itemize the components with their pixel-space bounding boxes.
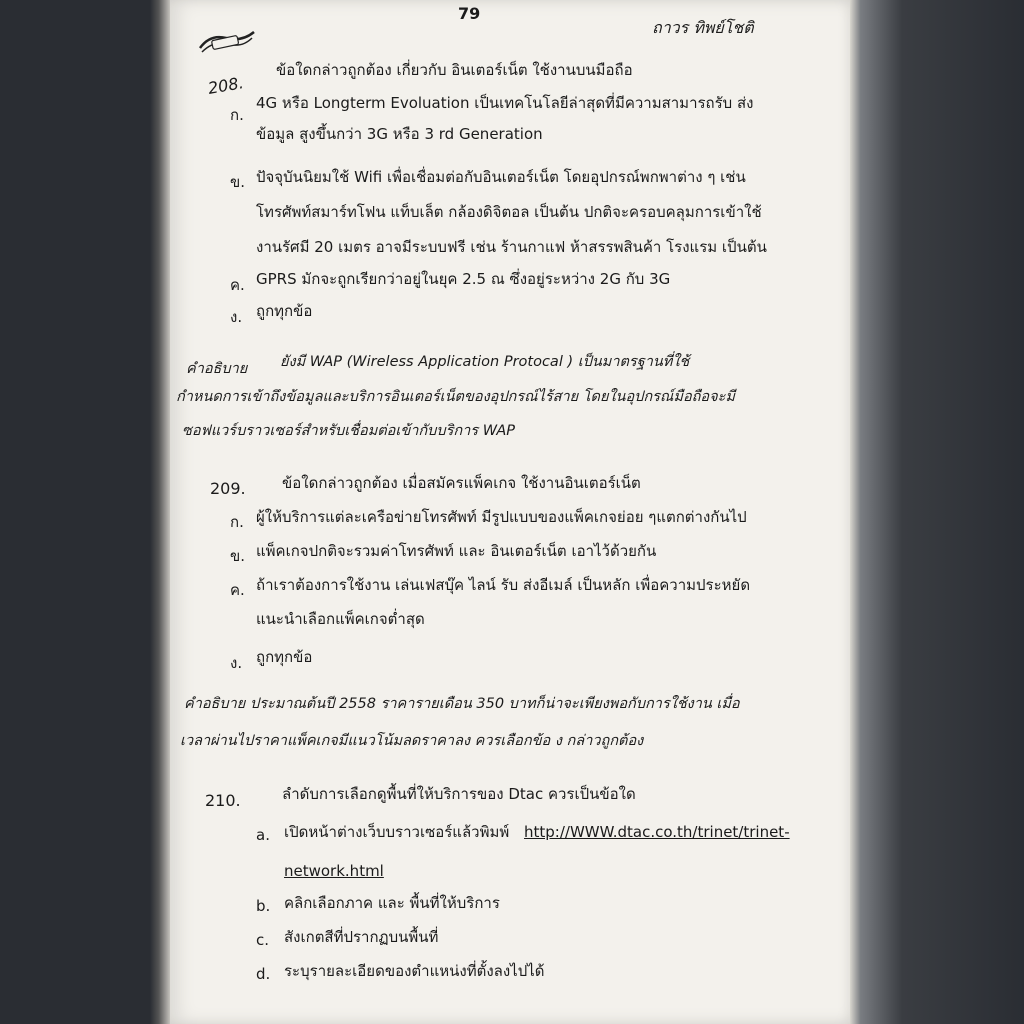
option-text: ถูกทุกข้อ xyxy=(256,302,313,320)
option-text: แพ็คเกจปกติจะรวมค่าโทรศัพท์ และ อินเตอร์เน็ต เอาไว้ด้วยกัน xyxy=(256,542,657,560)
option-marker: ข. xyxy=(230,547,246,565)
option-text: ถ้าเราต้องการใช้งาน เล่นเฟสบุ๊ค ไลน์ รับ ส่งอีเมล์ เป็นหลัก เพื่อความประหยัด xyxy=(256,576,751,594)
question-number: 210. xyxy=(205,791,241,810)
dtac-url-link[interactable]: http://WWW.dtac.co.th/trinet/trinet- xyxy=(524,823,790,841)
option-text: เปิดหน้าต่างเว็บบราวเซอร์แล้วพิมพ์ xyxy=(284,823,510,841)
explanation-label: คำอธิบาย xyxy=(186,361,248,377)
option-marker: a. xyxy=(256,826,270,844)
page-right-background xyxy=(850,0,1024,1024)
question-text: ข้อใดกล่าวถูกต้อง เมื่อสมัครแพ็คเกจ ใช้งานอินเตอร์เน็ต xyxy=(282,474,641,492)
question-number: 208. xyxy=(206,73,245,98)
page-left-shadow xyxy=(150,0,172,1024)
explanation-text: ยังมี WAP (Wireless Application Protocal ) เป็นมาตรฐานที่ใช้ xyxy=(280,354,690,370)
option-marker: ค. xyxy=(230,581,245,599)
option-marker: ข. xyxy=(230,173,246,191)
explanation-text: ประมาณต้นปี 2558 ราคารายเดือน 350 บาทก็น่าจะเพียงพอกับการใช้งาน เมื่อ xyxy=(250,696,740,712)
option-marker: ง. xyxy=(230,654,243,672)
publisher-logo-icon xyxy=(196,28,258,58)
option-text: สังเกตสีที่ปรากฏบนพื้นที่ xyxy=(284,928,439,946)
option-text: คลิกเลือกภาค และ พื้นที่ให้บริการ xyxy=(284,894,500,912)
option-text: ข้อมูล สูงขึ้นกว่า 3G หรือ 3 rd Generation xyxy=(256,125,543,143)
option-text: แนะนำเลือกแพ็คเกจต่ำสุด xyxy=(256,610,425,628)
option-text: ระบุรายละเอียดของตำแหน่งที่ตั้งลงไปได้ xyxy=(284,962,545,980)
option-text: ผู้ให้บริการแต่ละเครือข่ายโทรศัพท์ มีรูปแบบของแพ็คเกจย่อย ๆแตกต่างกันไป xyxy=(256,508,747,526)
page-number: 79 xyxy=(458,4,481,23)
option-text: งานรัศมี 20 เมตร อาจมีระบบฟรี เช่น ร้านกาแฟ ห้าสรรพสินค้า โรงแรม เป็นต้น xyxy=(256,238,767,256)
option-text: ถูกทุกข้อ xyxy=(256,648,313,666)
option-marker: b. xyxy=(256,897,271,915)
question-number: 209. xyxy=(210,479,246,498)
explanation-text: ซอฟแวร์บราวเซอร์สำหรับเชื่อมต่อเข้ากับบริการ WAP xyxy=(182,423,515,439)
author-name: ถาวร ทิพย์โชติ xyxy=(652,18,754,37)
question-text: ลำดับการเลือกดูพื้นที่ให้บริการของ Dtac ควรเป็นข้อใด xyxy=(282,785,636,803)
option-text: GPRS มักจะถูกเรียกว่าอยู่ในยุค 2.5 ณ ซึ่งอยู่ระหว่าง 2G กับ 3G xyxy=(256,270,671,288)
explanation-label: คำอธิบาย xyxy=(184,696,246,712)
explanation-text: เวลาผ่านไปราคาแพ็คเกจมีแนวโน้มลดราคาลง ควรเลือกข้อ ง กล่าวถูกต้อง xyxy=(180,733,644,749)
option-text: ปัจจุบันนิยมใช้ Wifi เพื่อเชื่อมต่อกับอินเตอร์เน็ต โดยอุปกรณ์พกพาต่าง ๆ เช่น xyxy=(256,168,746,186)
option-marker: ง. xyxy=(230,308,243,326)
option-text: 4G หรือ Longterm Evoluation เป็นเทคโนโลยีล่าสุดที่มีความสามารถรับ ส่ง xyxy=(256,94,754,112)
option-marker: ก. xyxy=(230,513,244,531)
dtac-url-link-continued[interactable]: network.html xyxy=(284,862,384,880)
option-marker: ค. xyxy=(230,276,245,294)
option-text: โทรศัพท์สมาร์ทโฟน แท็บเล็ต กล้องดิจิตอล เป็นต้น ปกติจะครอบคลุมการเข้าใช้ xyxy=(256,203,762,221)
option-marker: d. xyxy=(256,965,271,983)
question-text: ข้อใดกล่าวถูกต้อง เกี่ยวกับ อินเตอร์เน็ต ใช้งานบนมือถือ xyxy=(276,61,633,79)
explanation-text: กำหนดการเข้าถึงข้อมูลและบริการอินเตอร์เน็ตของอุปกรณ์ไร้สาย โดยในอุปกรณ์มือถือจะมี xyxy=(176,389,735,405)
option-marker: c. xyxy=(256,931,270,949)
option-marker: ก. xyxy=(230,106,244,124)
